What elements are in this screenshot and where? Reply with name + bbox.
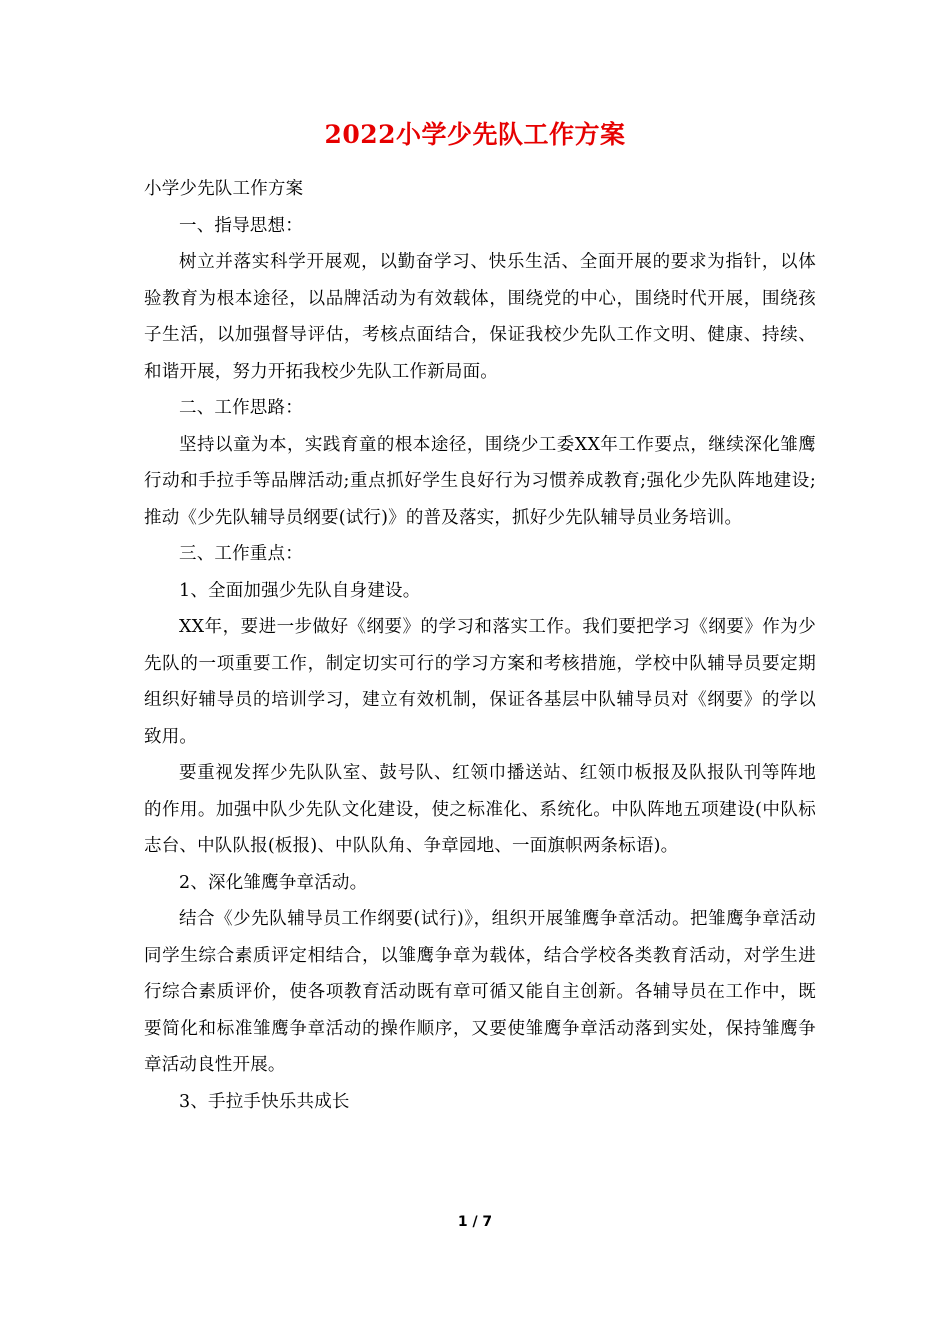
paragraph-work-ideas: 坚持以童为本，实践育童的根本途径，围绕少工委XX年工作要点，继续深化雏鹰行动和手拉手等品牌活动;重点抓好学生良好行为习惯养成教育;强化少先队阵地建设;推动《少先队辅导员纲要(试行)》的普及落实，抓好少先队辅导员业务培训。 xyxy=(144,434,816,528)
subheading-eagle-badge: 2、深化雏鹰争章活动。 xyxy=(179,872,368,893)
paragraph-guiding-thought: 树立并落实科学开展观，以勤奋学习、快乐生活、全面开展的要求为指针，以体验教育为根本途径，以品牌活动为有效载体，围绕党的中心，围绕时代开展，围绕孩子生活，以加强督导评估，考核点面结合，保证我校少先队工作文明、健康、持续、和谐开展，努力开拓我校少先队工作新局面。 xyxy=(144,252,816,382)
section-heading-work-focus: 三、工作重点： xyxy=(179,544,303,564)
doc-subtitle: 小学少先队工作方案 xyxy=(144,179,304,199)
page-number: 1 / 7 xyxy=(457,1214,493,1230)
section-heading-guiding-thought: 一、指导思想： xyxy=(179,215,303,236)
paragraph-eagle-badge: 结合《少先队辅导员工作纲要(试行)》，组织开展雏鹰争章活动。把雏鹰争章活动同学生综合素质评定相结合，以雏鹰争章为载体，结合学校各类教育活动，对学生进行综合素质评价，使各项教育活动既有章可循又能自主创新。各辅导员在工作中，既要简化和标准雏鹰争章活动的操作顺序，又要使雏鹰争章活动落到实处，保持雏鹰争章活动良性开展。 xyxy=(144,909,816,1075)
paragraph-outline-study: XX年，要进一步做好《纲要》的学习和落实工作。我们要把学习《纲要》作为少先队的一项重要工作，制定切实可行的学习方案和考核措施，学校中队辅导员要定期组织好辅导员的培训学习，建立有效机制，保证各基层中队辅导员对《纲要》的学以致用。 xyxy=(144,617,816,747)
document-body xyxy=(144,171,816,1120)
subheading-self-building: 1、全面加强少先队自身建设。 xyxy=(179,580,421,601)
subheading-hand-in-hand: 3、手拉手快乐共成长 xyxy=(179,1091,350,1112)
section-heading-work-ideas: 二、工作思路： xyxy=(179,398,303,418)
paragraph-position-building: 要重视发挥少先队队室、鼓号队、红领巾播送站、红领巾板报及队报队刊等阵地的作用。加强中队少先队文化建设，使之标准化、系统化。中队阵地五项建设(中队标志台、中队队报(板报)、中队队角、争章园地、一面旗帜两条标语)。 xyxy=(144,763,816,856)
document-title: 2022小学少先队工作方案 xyxy=(324,120,626,149)
